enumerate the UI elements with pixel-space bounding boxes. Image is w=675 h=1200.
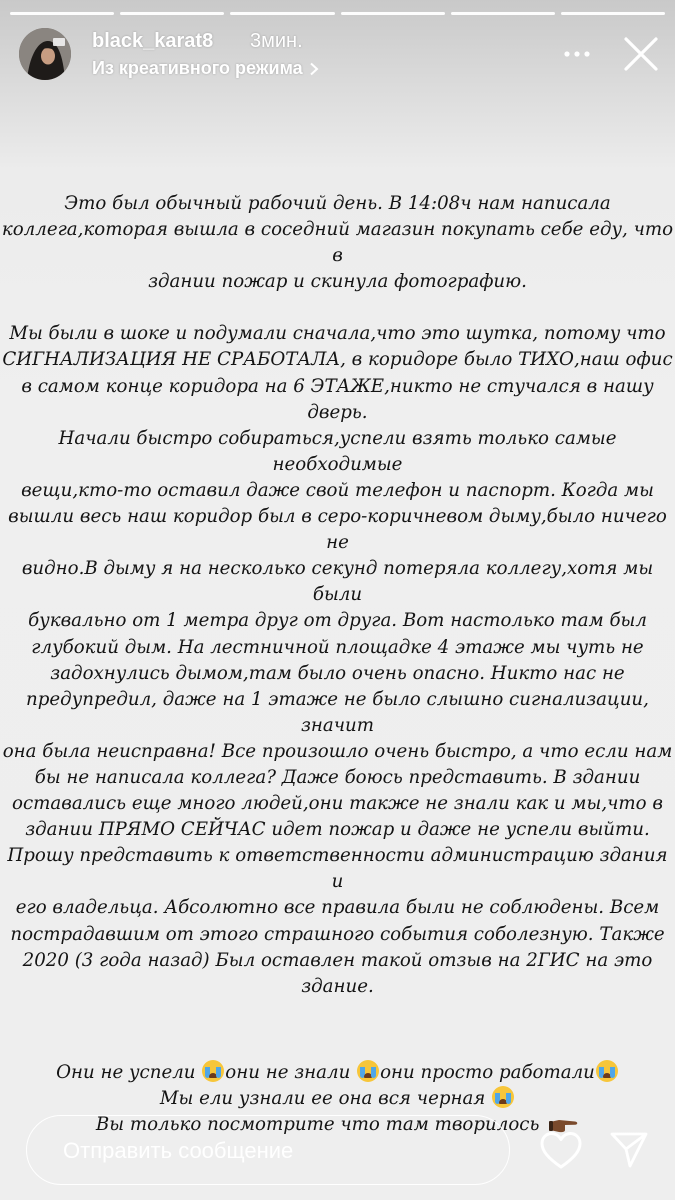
story-progress-segment: [120, 12, 224, 15]
story-line: Прошу представить к ответственности администрацию здания и: [7, 845, 668, 893]
story-line: оставались еще много людей,они также не знали как и мы,что в: [12, 793, 663, 815]
story-text: [0, 191, 675, 1138]
creative-mode-label: Из креативного режима: [92, 58, 303, 78]
story-line: вышли весь наш коридор был в серо-коричневом дыму,было ничего не: [8, 506, 667, 554]
message-input[interactable]: [61, 1116, 485, 1186]
story-line: видно.В дыму я на несколько секунд потеряла коллегу,хотя мы были: [21, 558, 654, 606]
username[interactable]: black_karat8: [92, 30, 214, 52]
story-line: Мы были в шоке и подумали сначала,что это шутка, потому что: [9, 323, 666, 345]
story-line: бы не написала коллега? Даже боюсь представить. В здании: [34, 766, 641, 788]
story-paragraph-1: [0, 191, 675, 295]
story-header: [19, 28, 660, 84]
story-progress-segment: [10, 12, 114, 15]
story-line: вещи,кто-то оставил даже свой телефон и паспорт. Когда мы: [21, 479, 654, 501]
story-line: буквально от 1 метра друг от друга. Вот настолько там был: [28, 610, 647, 632]
story-line: Это был обычный рабочий день. В 14:08ч нам написала: [64, 193, 611, 214]
story-line: они не знали: [225, 1061, 357, 1083]
crying-face-icon: [492, 1086, 514, 1108]
story-paragraph-2: [0, 321, 675, 999]
send-icon[interactable]: [609, 1131, 649, 1169]
story-progress-segment: [561, 12, 665, 15]
story-progress-segment: [451, 12, 555, 15]
story-line: здание.: [301, 975, 374, 997]
post-time: 3мин.: [250, 30, 303, 52]
more-dots-icon[interactable]: [563, 40, 591, 68]
story-line: Начали быстро собираться,успели взять только самые необходимые: [58, 427, 617, 475]
story-line: здании ПРЯМО СЕЙЧАС идет пожар и даже не успели выйти.: [25, 819, 650, 841]
story-line: его владельца. Абсолютно все правила были не соблюдены. Всем: [15, 897, 660, 919]
crying-face-icon: [357, 1060, 379, 1082]
story-line: здании пожар и скинула фотографию.: [148, 271, 527, 293]
story-line: задохнулись дымом,там было очень опасно. Никто нас не: [50, 662, 625, 684]
story-line: пострадавшим от этого страшного события соболезную. Также: [10, 923, 665, 945]
crying-face-icon: [596, 1060, 618, 1082]
story-line: 2020 (3 года назад) Был оставлен такой отзыв на 2ГИС на это: [22, 949, 653, 971]
story-line: коллега,которая вышла в соседний магазин покупать себе еду, что в: [1, 219, 674, 267]
story-progress-bar: [10, 12, 665, 15]
story-line: они просто работали: [380, 1061, 595, 1083]
chevron-right-icon: [309, 62, 319, 76]
close-icon[interactable]: [623, 36, 659, 72]
creative-mode-link[interactable]: [92, 58, 319, 79]
heart-icon[interactable]: [540, 1131, 582, 1171]
avatar[interactable]: [19, 28, 71, 80]
story-line: глубокий дым. На лестничной площадке 4 этаже мы чуть не: [31, 636, 644, 658]
story-line: она была неисправна! Все произошло очень быстро, а что если нам: [2, 740, 673, 762]
avatar-photo-icon: [19, 28, 71, 80]
story-line: в самом конце коридора на 6 ЭТАЖЕ,никто не стучался в нашу дверь.: [21, 375, 654, 423]
message-composer[interactable]: [26, 1115, 510, 1185]
story-line: предупредил, даже на 1 этаже не было слышно сигнализации, значит: [26, 688, 649, 736]
crying-face-icon: [202, 1060, 224, 1082]
story-progress-segment: [341, 12, 445, 15]
story-progress-segment: [230, 12, 334, 15]
story-line: Вы только посмотрите что там творилось: [95, 1114, 546, 1135]
story-line: СИГНАЛИЗАЦИЯ НЕ СРАБОТАЛА, в коридоре было ТИХО,наш офис: [2, 349, 673, 371]
story-line: Они не успели: [56, 1061, 202, 1083]
story-line: Мы ели узнали ее она вся черная: [159, 1087, 492, 1109]
